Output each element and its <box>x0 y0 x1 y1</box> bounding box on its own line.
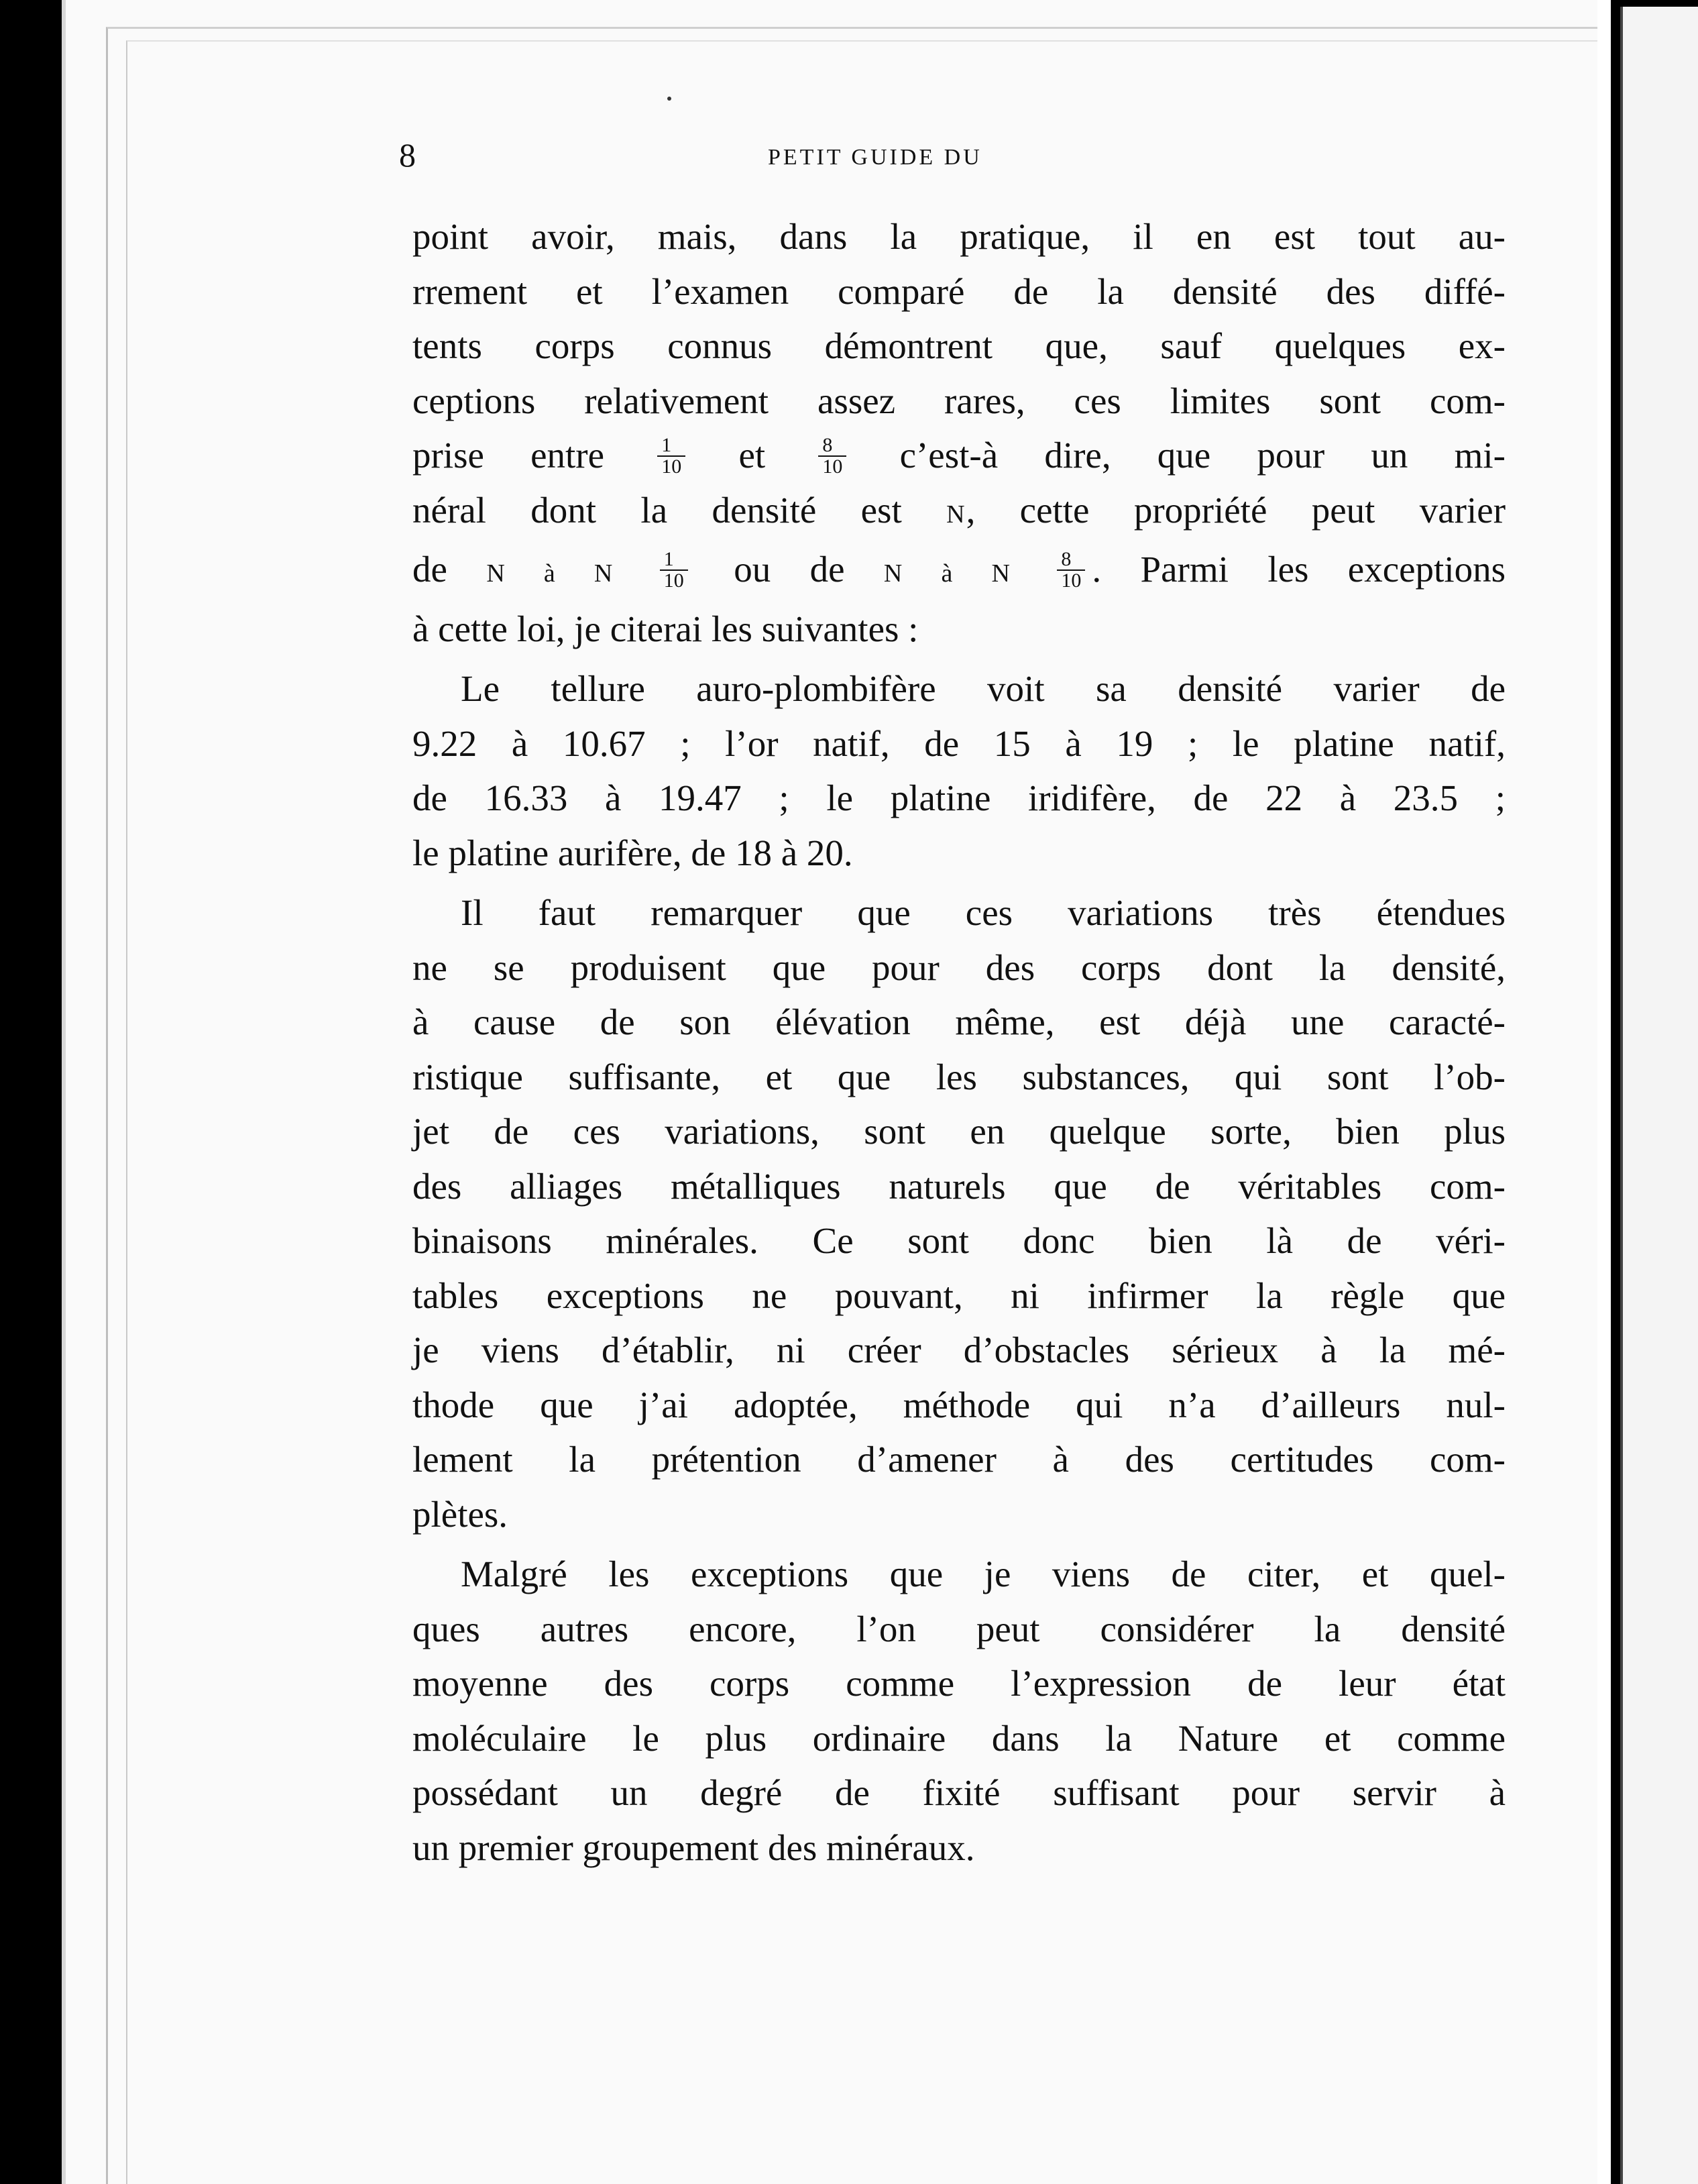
text-line: point avoir, mais, dans la pratique, il en est tout au- <box>412 216 1506 257</box>
text-line: ques autres encore, l’on peut considérer la densité <box>412 1608 1506 1649</box>
speck <box>667 97 671 101</box>
text-line: 9.22 à 10.67 ; l’or natif, de 15 à 19 ; le platine natif, <box>412 722 1506 764</box>
text-line: ceptions relativement assez rares, ces limites sont com- <box>412 380 1506 421</box>
text-segment: c’est-à dire, que pour un mi- <box>899 435 1506 476</box>
fraction <box>1057 549 1085 591</box>
running-title: PETIT GUIDE DU <box>768 145 982 170</box>
text-segment: néral dont la densité est <box>412 489 902 531</box>
fraction <box>818 435 846 477</box>
text-segment: ou de <box>734 549 845 590</box>
text-line-with-fractions <box>412 428 1506 483</box>
text-line: moyenne des corps comme l’expression de leur état <box>412 1663 1506 1704</box>
fraction <box>660 549 688 591</box>
text-segment: . Parmi les exceptions <box>1092 549 1506 590</box>
next-page-sliver <box>1620 7 1698 2184</box>
text-line: ne se produisent que pour des corps dont la densité, <box>412 946 1506 988</box>
fraction <box>657 435 685 477</box>
paragraph-4 <box>412 1547 1506 1875</box>
text-segment: de <box>412 549 447 590</box>
paragraph-3 <box>412 885 1506 1541</box>
text-line: tents corps connus démontrent que, sauf quelques ex- <box>412 325 1506 366</box>
text-line: à cette loi, je citerai les suivantes : <box>412 608 919 649</box>
paragraph-1 <box>412 209 1506 656</box>
fraction-numerator: 1 <box>660 549 688 571</box>
text-line: plètes. <box>412 1493 508 1535</box>
binding-gutter <box>1597 0 1611 2184</box>
symbol-range: N à N <box>883 559 1011 588</box>
text-line: Malgré les exceptions que je viens de citer, et quel- <box>461 1553 1506 1594</box>
text-line: ristique suffisante, et que les substances, qui sont l’ob- <box>412 1056 1506 1097</box>
symbol-range: N à N <box>486 559 614 588</box>
text-line: Il faut remarquer que ces variations très étendues <box>461 892 1506 933</box>
running-head <box>94 135 1556 189</box>
text-line: thode que j’ai adoptée, méthode qui n’a d’ailleurs nul- <box>412 1384 1506 1425</box>
text-line: je viens d’établir, ni créer d’obstacles sérieux à la mé- <box>412 1329 1506 1370</box>
text-line: tables exceptions ne pouvant, ni infirmer la règle que <box>412 1274 1506 1316</box>
body-text <box>412 209 1506 1875</box>
text-line: jet de ces variations, sont en quelque sorte, bien plus <box>412 1111 1506 1152</box>
next-page-edge <box>1597 0 1698 2184</box>
fraction-denominator: 10 <box>663 569 684 592</box>
text-line: le platine aurifère, de 18 à 20. <box>412 832 853 873</box>
fraction-numerator: 1 <box>657 435 685 457</box>
text-segment: prise entre <box>412 435 605 476</box>
text-line-with-fractions <box>412 542 1506 602</box>
fraction-denominator: 10 <box>1061 569 1082 592</box>
text-line: de 16.33 à 19.47 ; le platine iridifère, de 22 à 23.5 ; <box>412 777 1506 818</box>
text-line: lement la prétention d’amener à des certitudes com- <box>412 1439 1506 1480</box>
text-line: possédant un degré de fixité suffisant pour servir à <box>412 1772 1506 1813</box>
fraction-denominator: 10 <box>661 455 682 478</box>
fraction-numerator: 8 <box>818 435 846 457</box>
text-line: des alliages métalliques naturels que de véritables com- <box>412 1165 1506 1207</box>
text-segment: et <box>738 435 766 476</box>
book-page <box>94 74 1556 2167</box>
fraction-numerator: 8 <box>1057 549 1085 571</box>
symbol-n: N <box>946 500 966 529</box>
paragraph-2 <box>412 661 1506 880</box>
text-segment: , cette propriété peut varier <box>966 489 1506 531</box>
text-line: rrement et l’examen comparé de la densité des diffé- <box>412 270 1506 312</box>
text-line: binaisons minérales. Ce sont donc bien là de véri- <box>412 1220 1506 1261</box>
text-line: moléculaire le plus ordinaire dans la Nature et comme <box>412 1717 1506 1759</box>
fraction-denominator: 10 <box>822 455 843 478</box>
text-line: à cause de son élévation même, est déjà une caracté- <box>412 1001 1506 1042</box>
text-line: Le tellure auro-plombifère voit sa densité varier de <box>461 668 1506 709</box>
page-number: 8 <box>399 136 416 174</box>
text-line: un premier groupement des minéraux. <box>412 1826 975 1868</box>
text-line <box>412 483 1506 543</box>
